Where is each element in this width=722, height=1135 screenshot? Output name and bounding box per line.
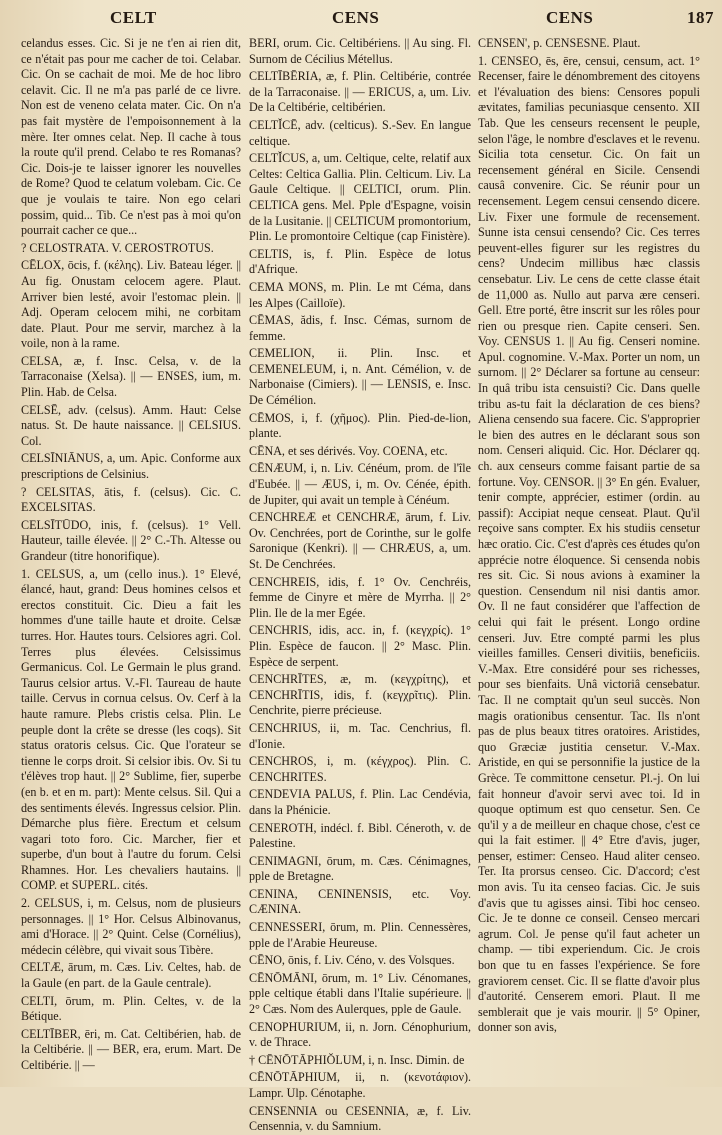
dictionary-entry: CENSEN', p. CENSESNE. Plaut. <box>478 36 641 50</box>
dictionary-entry: BERI, orum. Cic. Celtibériens. || Au sing. Fl. Surnom de Cécilius Métellus. <box>249 36 471 66</box>
dictionary-entry: 1. CENSEO, ēs, ēre, censui, censum, act. 1° Recenser, faire le dénombrement des citoyens et l'évaluation des biens: Censores populi ævitates, familias pecuniasque censento. XII Tab. Que les censeurs recensent le peuple, selon l'âge, le nombre d'esclaves et le revenu. Sicilia tota censetur. Cic. On fait un recensement général en Sicile. Censendi causâ convenire. Cic. Se réunir pour un recensement. Legem censui censendo dicere. Liv. Fixer une formule de recensement. Sunne ista censui censendo? Cic. Ces terres peuvent-elles figurer sur les registres du cens? Undecim millibus hæc classis censebatur. Liv. Le cens de cette classe était de 11,000 as. Nullo aut parva ære censeri. Gell. Etre porté, être inscrit sur les rôles pour rien ou presque rien. Capite censeri. Sen. Voy. CENSUS 1. || Au fig. Censeri nomine. Apul. cognomine. V.-Max. Porter un nom, un surnom. || 2° Déclarer sa fortune au censeur: In quâ tribu ista censuisti? Cic. Dans quelle tribu as-tu fait la déclaration de ces biens? Aliena censendo sua facere. Cic. S'approprier le bien des autres en le déclarant sous son nom. Censeri aliquid. Cic. Hor. Déclarer qq. ch. aux censeurs comme faisant partie de sa fortune. Voy. CENSOR. || 3° En gén. Evaluer, tenir compte, apprécier, estimer (ordin. au passif): Accipiat neque censeat. Plaut. Qu'il reçoive sans compter. Ex his studiis censetur hæc oratio. Cic. C'est d'après ces études qu'on apprécie notre éloquence. Si censenda nobis res sit. Cic. Si nous avions à examiner la question. Censendum nil nisi dantis amor. Ov. Il ne faut considérer que l'affection de celui qui fait le présent. Longo ordine censeri. Juv. Etre compté parmi les plus vieilles familles. Censeri divitiis, beneficiis. V.-Max. Etre considéré pour ses richesses, pour ses bienfaits. Unâ victoriâ censebatur. Tac. Il ne comptait qu'un seul succès. Non magis orationibus censentur. Tac. Ils n'ont pas de plus beaux titres oratoires. Aristides, quo Græciæ justitia censetur. V.-Max. Aristide, en qui se personnifie la justice de la Grèce. Te committone censetur. Pl.-j. On lui fait honneur d'avoir servi avec toi. Id in quoque optimum est quo censetur. Sen. Ce qu'il y a de meilleur en chaque chose, c'est ce qui la fait estimer. || 4° Etre d'avis, juger, penser, estimer: Censeo. Haud aliter censeo. Ter. Ita prorsus censeo. Cic. D'accord; c'est mon avis. Tu ita censeo facias. Cic. Je suis d'avis que tu agisses ainsi. Tibi hoc censeo. Cic. Je te donne ce conseil. Censeo mercari agrum. Col. Je pense qu'il faut acheter un champ. — tibi experiendum. Cic. Je crois bon que tu en fasses l'expérience. Se fore graviorem censet. Cic. Il se flatte d'avoir plus d'autorité. Censerem emori. Plaut. Il me semblerait que je vais mourir. || 5° Opiner, donner son avis, <box>478 53 700 1035</box>
dictionary-entry: CELTĬCUS, a, um. Celtique, celte, relatif aux Celtes: Celtica Gallia. Plin. Celticum. Liv. La Gaule Celtique. || CELTICI, orum. Plin. CELTICA gens. Mel. Pple d'Espagne, voisin de la Lusitanie. || CELTICUM promontorium, Plin. Le promontoire Celtique (cap Finistère). <box>249 151 471 244</box>
dictionary-entry: CEMA MONS, m. Plin. Le mt Céma, dans les Alpes (Cailloïe). <box>249 279 471 310</box>
dictionary-entry: CĒNÆUM, i, n. Liv. Cénéum, prom. de l'île d'Eubée. || — ÆUS, i, m. Ov. Cénée, épith. de Jupiter, qui avait un temple à Cénéum. <box>249 461 471 507</box>
dictionary-entry: CENINA, CENINENSIS, etc. Voy. CÆNINA. <box>249 886 471 917</box>
header-right-word: CENS <box>546 8 594 27</box>
dictionary-entry: celandus esses. Cic. Si je ne t'en ai rien dit, ce n'était pas pour me cacher de toi. Celabar. Cic. On se cachait de moi. Me de hoc libro celavit. Cic. Il ne m'a pas parlé de ce livre. Non est de veneno celata mater. Cic. On n'a pas fait mystère de l'empoisonnement à la mère. Iter omnes celat. Nep. Il cache à tous la route qu'il prend. Celabo te res Romanas? Cic. Dois-je te laisser ignorer les nouvelles de Rome? Quod te celatum volebam. Cic. Ce que je voulais te taire. Non ego celari possim, quid... Tib. Ce n'est pas à moi qu'on pourrait cacher ce que... <box>21 36 241 238</box>
dictionary-entry: CELSA, æ, f. Insc. Celsa, v. de la Tarraconaise (Xelsa). || — ENSES, ium, m. Plin. Hab. de Celsa. <box>21 353 241 400</box>
dictionary-entry: ? CELOSTRATA. V. CEROSTROTUS. <box>21 240 214 255</box>
dictionary-entry: CENEROTH, indécl. f. Bibl. Céneroth, v. de Palestine. <box>249 820 471 851</box>
dictionary-entry: CELSĪNIĀNUS, a, um. Apic. Conforme aux prescriptions de Celsinius. <box>21 451 241 482</box>
dictionary-entry: CELTÆ, ārum, m. Cæs. Liv. Celtes, hab. de la Gaule (en part. de la Gaule centrale). <box>21 960 241 991</box>
dictionary-entry: 2. CELSUS, i, m. Celsus, nom de plusieurs personnages. || 1° Hor. Celsus Albinovanus, ami d'Horace. || 2° Quint. Celse (Cornélius), médecin célèbre, qui vivait sous Tibère. <box>21 896 241 957</box>
dictionary-entry: CELTIS, is, f. Plin. Espèce de lotus d'Afrique. <box>249 246 471 277</box>
dictionary-entry: CENCHRĪTES, æ, m. (κεγχρίτης), et CENCHRĪTIS, idis, f. (κεγχρῖτις). Plin. Cenchrite, pierre précieuse. <box>249 672 471 718</box>
dictionary-entry: CĒNA, et ses dérivés. Voy. COENA, etc. <box>249 443 448 458</box>
header-center-word: CENS <box>332 8 380 27</box>
dictionary-entry: CĒMAS, ădis, f. Insc. Cémas, surnom de femme. <box>249 313 471 343</box>
dictionary-entry: CENNESSERI, ōrum, m. Plin. Cennessères, pple de l'Arabie Heureuse. <box>249 920 471 950</box>
dictionary-entry: CELTĪBĒRIA, æ, f. Plin. Celtibérie, contrée de la Tarraconaise. || — ERICUS, a, um. Liv. De la Celtibérie, celtibérien. <box>249 69 471 115</box>
dictionary-entry: CELSĒ, adv. (celsus). Amm. Haut: Celse natus. St. De haute naissance. || CELSIUS. Col. <box>21 402 241 448</box>
dictionary-entry: CENCHROS, i, m. (κέγχρος). Plin. C. CENCHRITES. <box>249 754 471 784</box>
dictionary-entry: CEMELION, ii. Plin. Insc. et CEMENELEUM, i, n. Ant. Cémélion, v. de Narbonaise (Cimiers). || — LENSIS, e. Insc. De Cémélion. <box>249 346 471 408</box>
dictionary-entry: CĒNŌMĀNI, ōrum, m. 1° Liv. Cénomanes, pple celtique établi dans l'Italie supérieure. || 2° Cæs. Nom des Aulerques, pple de Gaule. <box>249 970 471 1017</box>
dictionary-entry: CĒNO, ōnis, f. Liv. Céno, v. des Volsques. <box>249 953 455 968</box>
dictionary-entry: CĒNŌTĀPHIUM, ii, n. (κενοτάφιον). Lampr. Ulp. Cénotaphe. <box>249 1070 471 1100</box>
page-number: 187 <box>687 8 714 27</box>
running-header <box>24 8 714 30</box>
column-1 <box>21 36 241 1081</box>
dictionary-entry: † CĒNŌTĀPHIŎLUM, i, n. Insc. Dimin. de <box>249 1052 465 1067</box>
dictionary-entry: CELTĪBER, ēri, m. Cat. Celtibérien, hab. de la Celtibérie. || — BER, era, erum. Mart. De Celtibérie. || — <box>21 1026 241 1072</box>
dictionary-entry: CENDEVIA PALUS, f. Plin. Lac Cendévia, dans la Phénicie. <box>249 787 471 817</box>
dictionary-entry: CĒLOX, ōcis, f. (κέλης). Liv. Bateau léger. || Au fig. Onustam celocem agere. Plaut. Arriver bien lesté, avoir l'estomac plein. || Adj. Operam celocem mihi, ne corbitam date. Plaut. Pour me servir, marchez à la voile, non à la rame. <box>21 258 241 351</box>
dictionary-entry: ? CELSITAS, ātis, f. (celsus). Cic. C. EXCELSITAS. <box>21 484 241 515</box>
column-2 <box>249 36 471 1134</box>
dictionary-entry: CENSENNIA ou CESENNIA, æ, f. Liv. Censennia, v. du Samnium. <box>249 1103 471 1134</box>
dictionary-entry: CĒMOS, i, f. (χῆμος). Plin. Pied-de-lion, plante. <box>249 410 471 441</box>
dictionary-entry: 1. CELSUS, a, um (cello inus.). 1° Elevé, élancé, haut, grand: Deus homines celsos et erectos constituit. Cic. Dieu a fait les hommes d'une taille haute et droite. Celsæ turres. Hor. Hautes tours. Celsiores agri. Col. Terres plus élevées. Celsissimus Germanicus. Col. Le Germain le plus grand. Taurus celsior artus. V.-Fl. Taureau de haute taille. Cervus in cornua celsus. Ov. Cerf à la haute ramure. Plebs cristis celsa. Plin. Le peuple dont la crête se dresse (les coqs). Sit status oratoris celsus. Cic. Que l'orateur se tienne le corps droit. Si celsior ibis. Ov. Si tu t'élèves trop haut. || 2° Sublime, fier, superbe (en b. et en m. part): Mente celsus. Sil. Qui a des sentiments élevés. Ingressus celsior. Plin. Démarche plus fière. Erectum et celsum vagari toto foro. Cic. Marcher, fier et superbe, d'un bout à l'autre du forum. Celsi Rhamnes. Hor. Les chevaliers hautains. || COMP. et SUPERL. cités. <box>21 566 241 893</box>
dictionary-entry: CENCHRIUS, ii, m. Tac. Cenchrius, fl. d'Ionie. <box>249 720 471 751</box>
header-left-word: CELT <box>110 8 157 27</box>
dictionary-entry: CENCHREIS, idis, f. 1° Ov. Cenchréis, femme de Cinyre et mère de Myrrha. || 2° Plin. Ile de la mer Egée. <box>249 574 471 620</box>
dictionary-entry: CELTI, ōrum, m. Plin. Celtes, v. de la Bétique. <box>21 993 241 1024</box>
dictionary-entry: CELTĬCĒ, adv. (celticus). S.-Sev. En langue celtique. <box>249 117 471 148</box>
dictionary-entry: CENCHREÆ et CENCHRÆ, ārum, f. Liv. Ov. Cenchrées, port de Corinthe, sur le golfe Saronique (Kenkri). || — CHRÆUS, a, um. St. De Cenchrées. <box>249 510 471 571</box>
dictionary-entry: CENCHRIS, idis, acc. in, f. (κεγχρίς). 1° Plin. Espèce de faucon. || 2° Masc. Plin. Espèce de serpent. <box>249 623 471 669</box>
column-3 <box>478 36 700 1081</box>
dictionary-entry: CENIMAGNI, ōrum, m. Cæs. Cénimagnes, pple de Bretagne. <box>249 853 471 884</box>
dictionary-entry: CELSĪTŪDO, inis, f. (celsus). 1° Vell. Hauteur, taille élevée. || 2° C.-Th. Altesse ou Grandeur (titre honorifique). <box>21 517 241 563</box>
dictionary-entry: CENOPHURIUM, ii, n. Jorn. Cénophurium, v. de Thrace. <box>249 1019 471 1050</box>
